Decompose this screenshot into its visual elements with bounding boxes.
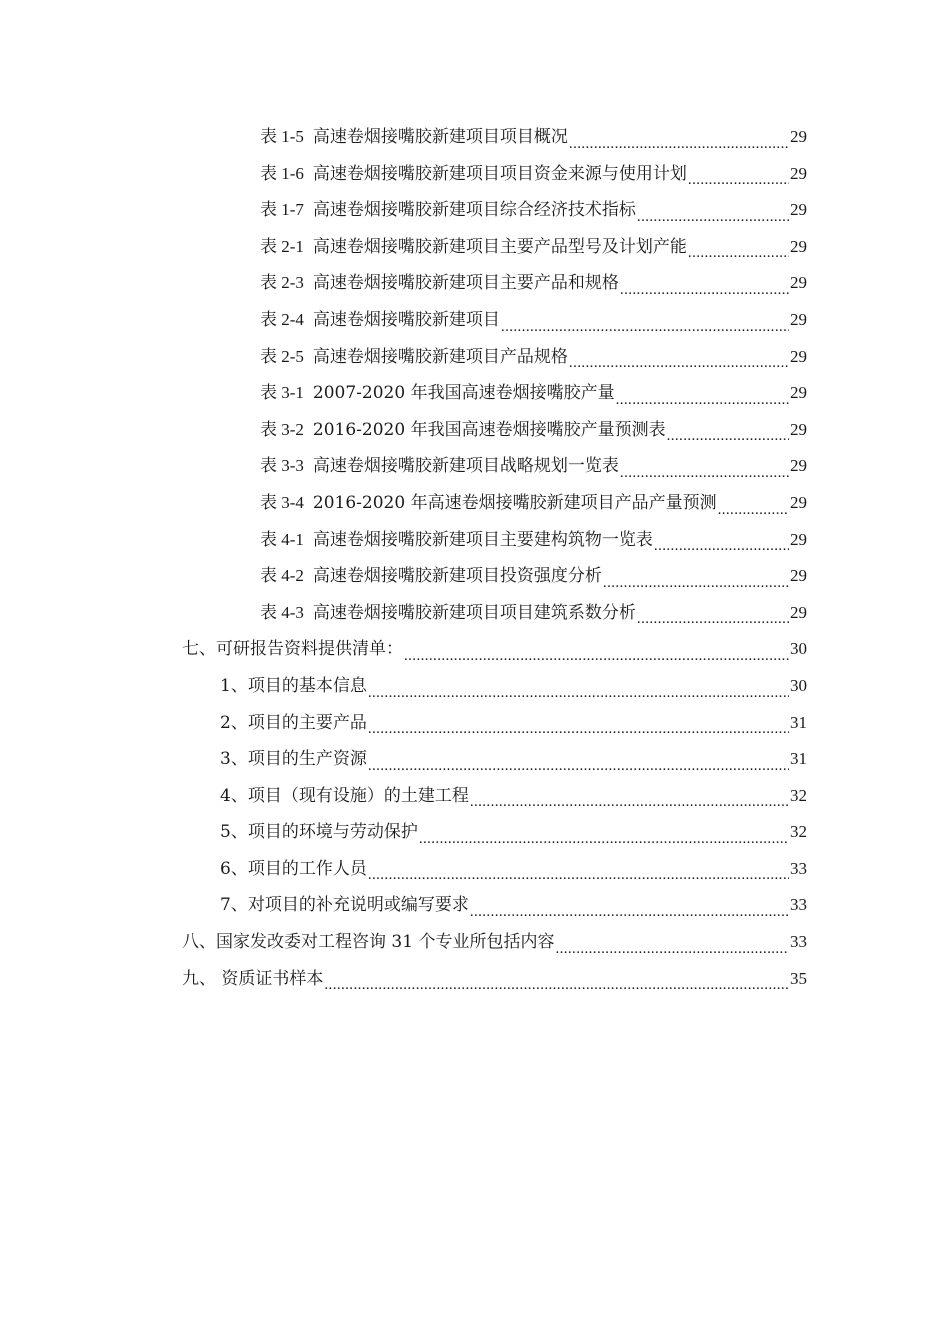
- toc-entry[interactable]: [0, 156, 950, 193]
- toc-page-number: 29: [790, 309, 807, 329]
- toc-entry-title: 高速卷烟接嘴胶新建项目项目建筑系数分析: [312, 602, 636, 623]
- toc-entry-title: 5、项目的环境与劳动保护: [220, 822, 418, 843]
- toc-entry-table-number: 表 2-5: [260, 346, 304, 366]
- toc-entry-label: [260, 302, 500, 339]
- toc-entry-label: [260, 156, 687, 193]
- toc-entry-title: 高速卷烟接嘴胶新建项目主要建构筑物一览表: [312, 529, 653, 550]
- toc-entry[interactable]: [0, 302, 950, 339]
- toc-page-number: 30: [790, 675, 807, 695]
- toc-entry[interactable]: [0, 887, 950, 924]
- toc-page-number: 29: [790, 346, 807, 366]
- toc-entry-label: [220, 778, 469, 815]
- toc-entry-table-number: 表 4-2: [260, 566, 304, 586]
- toc-page-number: 32: [790, 822, 807, 842]
- toc-dot-leader: [636, 192, 789, 229]
- toc-dot-leader: [500, 302, 789, 339]
- toc-dot-leader: [554, 924, 789, 961]
- toc-entry-label: [182, 961, 323, 998]
- toc-entry-title: 高速卷烟接嘴胶新建项目产品规格: [312, 346, 568, 367]
- toc-entry-title: 高速卷烟接嘴胶新建项目战略规划一览表: [312, 456, 619, 477]
- toc-entry-label: [260, 485, 717, 522]
- toc-dot-leader: [418, 814, 789, 851]
- toc-dot-leader: [717, 485, 789, 522]
- toc-entry[interactable]: [0, 485, 950, 522]
- toc-entry[interactable]: [0, 448, 950, 485]
- toc-page-number: 29: [790, 163, 807, 183]
- toc-entry[interactable]: [0, 229, 950, 266]
- toc-entry-title: 高速卷烟接嘴胶新建项目: [312, 309, 500, 330]
- toc-page-number: 35: [790, 968, 807, 988]
- toc-dot-leader: [602, 558, 789, 595]
- toc-page-number: 29: [790, 419, 807, 439]
- toc-dot-leader: [367, 668, 789, 705]
- toc-dot-leader: [367, 851, 789, 888]
- toc-entry[interactable]: [0, 192, 950, 229]
- toc-entry[interactable]: [0, 522, 950, 559]
- toc-entry-label: [260, 558, 602, 595]
- toc-dot-leader: [469, 887, 789, 924]
- toc-page-number: 29: [790, 456, 807, 476]
- toc-entry-table-number: 表 2-1: [260, 236, 304, 256]
- toc-entry[interactable]: [0, 668, 950, 705]
- toc-entry-table-number: 表 3-2: [260, 419, 304, 439]
- toc-entry-label: [260, 339, 568, 376]
- toc-entry-title: 七、可研报告资料提供清单：: [182, 639, 403, 660]
- toc-entry-label: [182, 631, 403, 668]
- toc-entry-table-number: 表 1-6: [260, 163, 304, 183]
- toc-page-number: 29: [790, 236, 807, 256]
- toc-page-number: 33: [790, 895, 807, 915]
- toc-entry[interactable]: [0, 375, 950, 412]
- toc-page-number: 33: [790, 858, 807, 878]
- toc-entry-label: [182, 924, 554, 961]
- toc-entry-title: 1、项目的基本信息: [220, 675, 367, 696]
- toc-page-number: 29: [790, 200, 807, 220]
- toc-entry-label: [260, 265, 619, 302]
- toc-entry-title: 高速卷烟接嘴胶新建项目项目资金来源与使用计划: [312, 163, 687, 184]
- toc-entry[interactable]: [0, 595, 950, 632]
- toc-entry[interactable]: [0, 265, 950, 302]
- toc-dot-leader: [653, 522, 789, 559]
- toc-entry[interactable]: [0, 339, 950, 376]
- toc-page-number: 29: [790, 273, 807, 293]
- toc-entry-table-number: 表 3-3: [260, 456, 304, 476]
- toc-dot-leader: [469, 778, 789, 815]
- toc-entry-label: [220, 851, 367, 888]
- toc-entry-label: [220, 668, 367, 705]
- toc-dot-leader: [687, 229, 789, 266]
- toc-dot-leader: [323, 961, 789, 998]
- toc-entry[interactable]: [0, 412, 950, 449]
- toc-dot-leader: [619, 265, 789, 302]
- toc-entry[interactable]: [0, 741, 950, 778]
- toc-entry-label: [260, 375, 615, 412]
- toc-entry-table-number: 表 3-1: [260, 383, 304, 403]
- toc-page-number: 33: [790, 932, 807, 952]
- toc-page-number: 30: [790, 639, 807, 659]
- toc-entry-title: 九、 资质证书样本: [182, 968, 324, 989]
- toc-entry-table-number: 表 4-3: [260, 602, 304, 622]
- toc-dot-leader: [568, 339, 789, 376]
- toc-entry[interactable]: [0, 814, 950, 851]
- table-of-contents: [0, 119, 950, 997]
- toc-dot-leader: [666, 412, 789, 449]
- toc-page-number: 29: [790, 383, 807, 403]
- toc-entry-title: 八、国家发改委对工程咨询 31 个专业所包括内容: [182, 932, 555, 953]
- toc-entry-table-number: 表 2-4: [260, 309, 304, 329]
- toc-entry[interactable]: [0, 705, 950, 742]
- toc-entry-label: [260, 229, 687, 266]
- toc-entry-table-number: 表 1-7: [260, 200, 304, 220]
- toc-page-number: 31: [790, 749, 807, 769]
- toc-page-number: 29: [790, 602, 807, 622]
- toc-entry-title: 2007-2020 年我国高速卷烟接嘴胶产量: [312, 383, 615, 404]
- toc-entry-title: 2016-2020 年高速卷烟接嘴胶新建项目产品产量预测: [312, 492, 717, 513]
- toc-entry-table-number: 表 4-1: [260, 529, 304, 549]
- toc-entry[interactable]: [0, 924, 950, 961]
- toc-entry-label: [220, 887, 469, 924]
- toc-entry-label: [260, 448, 619, 485]
- toc-dot-leader: [367, 741, 789, 778]
- toc-entry-table-number: 表 3-4: [260, 492, 304, 512]
- toc-dot-leader: [367, 705, 789, 742]
- toc-dot-leader: [636, 595, 789, 632]
- toc-page-number: 29: [790, 492, 807, 512]
- toc-entry-title: 高速卷烟接嘴胶新建项目投资强度分析: [312, 566, 602, 587]
- toc-entry-title: 高速卷烟接嘴胶新建项目项目概况: [312, 127, 568, 147]
- toc-entry-title: 4、项目（现有设施）的土建工程: [220, 785, 469, 806]
- toc-page-number: 29: [790, 566, 807, 586]
- toc-dot-leader: [568, 119, 789, 156]
- toc-entry-title: 高速卷烟接嘴胶新建项目主要产品和规格: [312, 273, 619, 294]
- toc-entry-label: [260, 192, 636, 229]
- toc-entry-label: [220, 814, 418, 851]
- toc-entry[interactable]: [0, 558, 950, 595]
- toc-page-number: 32: [790, 785, 807, 805]
- toc-entry-label: [220, 705, 367, 742]
- toc-entry-title: 6、项目的工作人员: [220, 858, 367, 879]
- toc-entry-title: 高速卷烟接嘴胶新建项目综合经济技术指标: [312, 200, 636, 221]
- toc-entry[interactable]: [0, 961, 950, 998]
- toc-entry-title: 2016-2020 年我国高速卷烟接嘴胶产量预测表: [312, 419, 666, 440]
- toc-page-number: 31: [790, 712, 807, 732]
- toc-entry-label: [220, 741, 367, 778]
- toc-dot-leader: [403, 631, 789, 668]
- toc-entry[interactable]: [0, 778, 950, 815]
- toc-page-number: 29: [790, 529, 807, 549]
- toc-entry-table-number: 表 2-3: [260, 273, 304, 293]
- toc-entry-label: [260, 595, 636, 632]
- toc-page-number: 29: [790, 127, 807, 146]
- toc-entry-title: 高速卷烟接嘴胶新建项目主要产品型号及计划产能: [312, 236, 687, 257]
- toc-entry-label: [260, 522, 653, 559]
- toc-entry-table-number: 表 1-5: [260, 127, 304, 146]
- toc-entry-label: [260, 119, 568, 156]
- toc-dot-leader: [615, 375, 789, 412]
- toc-entry-label: [260, 412, 666, 449]
- toc-entry-title: 7、对项目的补充说明或编写要求: [220, 895, 469, 916]
- toc-dot-leader: [619, 448, 789, 485]
- toc-entry-title: 3、项目的生产资源: [220, 749, 367, 770]
- toc-entry[interactable]: [0, 631, 950, 668]
- toc-dot-leader: [687, 156, 789, 193]
- toc-entry[interactable]: [0, 851, 950, 888]
- toc-entry[interactable]: [0, 119, 950, 156]
- toc-entry-title: 2、项目的主要产品: [220, 712, 367, 733]
